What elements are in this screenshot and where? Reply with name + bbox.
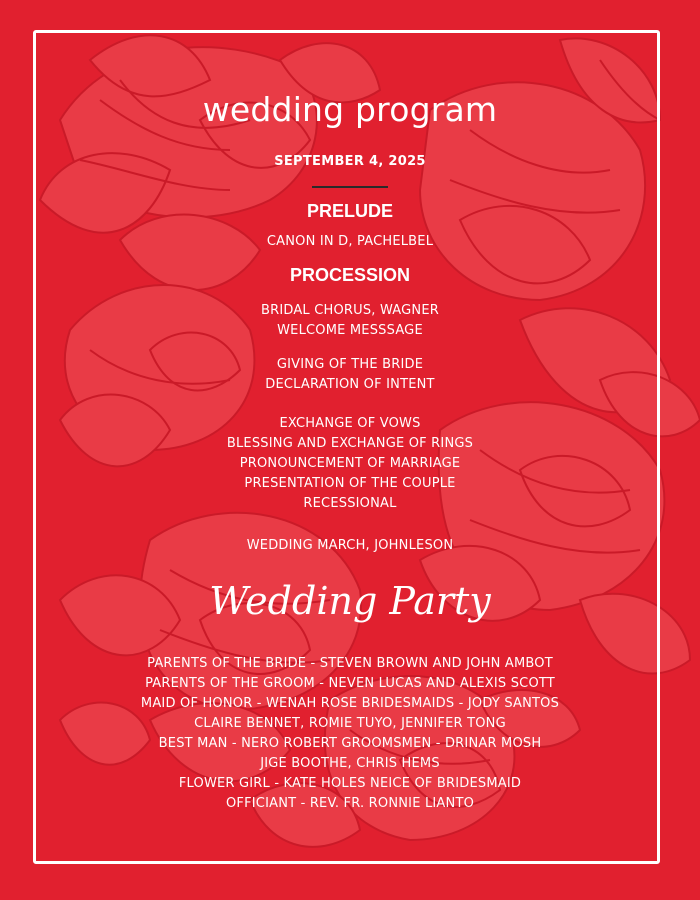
wedding-party-list bbox=[0, 654, 700, 814]
prelude-heading: PRELUDE bbox=[306, 201, 393, 221]
procession-heading: PROCESSION bbox=[289, 265, 411, 285]
prelude-item: CANON IN D, PACHELBEL bbox=[266, 234, 434, 249]
party-line: PARENTS OF THE BRIDE - STEVEN BROWN AND JOHN AMBOT bbox=[147, 656, 553, 671]
ceremony-item: EXCHANGE OF VOWS bbox=[279, 416, 421, 431]
party-line: CLAIRE BENNET, ROMIE TUYO, JENNIFER TONG bbox=[194, 716, 506, 731]
ceremony-item: RECESSIONAL bbox=[303, 496, 397, 511]
procession-item: BRIDAL CHORUS, WAGNER bbox=[260, 303, 440, 318]
procession-item: WELCOME MESSSAGE bbox=[277, 323, 423, 338]
procession-item: DECLARATION OF INTENT bbox=[265, 377, 435, 392]
party-line: OFFICIANT - REV. FR. RONNIE LIANTO bbox=[225, 796, 475, 811]
ceremony-item: BLESSING AND EXCHANGE OF RINGS bbox=[226, 436, 474, 451]
program-title: wedding program bbox=[202, 90, 498, 129]
title-divider bbox=[312, 186, 388, 188]
party-line: PARENTS OF THE GROOM - NEVEN LUCAS AND ALEXIS SCOTT bbox=[145, 676, 555, 691]
party-line: FLOWER GIRL - KATE HOLES NEICE OF BRIDESMAID bbox=[178, 776, 522, 791]
procession-item: GIVING OF THE BRIDE bbox=[276, 357, 424, 372]
wedding-party-title: Wedding Party bbox=[209, 579, 491, 623]
party-line: MAID OF HONOR - WENAH ROSE BRIDESMAIDS - JODY SANTOS bbox=[140, 696, 560, 711]
party-line: JIGE BOOTHE, CHRIS HEMS bbox=[260, 756, 440, 771]
wedding-date: SEPTEMBER 4, 2025 bbox=[274, 154, 426, 169]
ceremony-item: PRESENTATION OF THE COUPLE bbox=[244, 476, 456, 491]
party-line: BEST MAN - NERO ROBERT GROOMSMEN - DRINAR MOSH bbox=[158, 736, 542, 751]
ceremony-item: PRONOUNCEMENT OF MARRIAGE bbox=[239, 456, 461, 471]
recessional-music: WEDDING MARCH, JOHNLESON bbox=[246, 538, 454, 553]
